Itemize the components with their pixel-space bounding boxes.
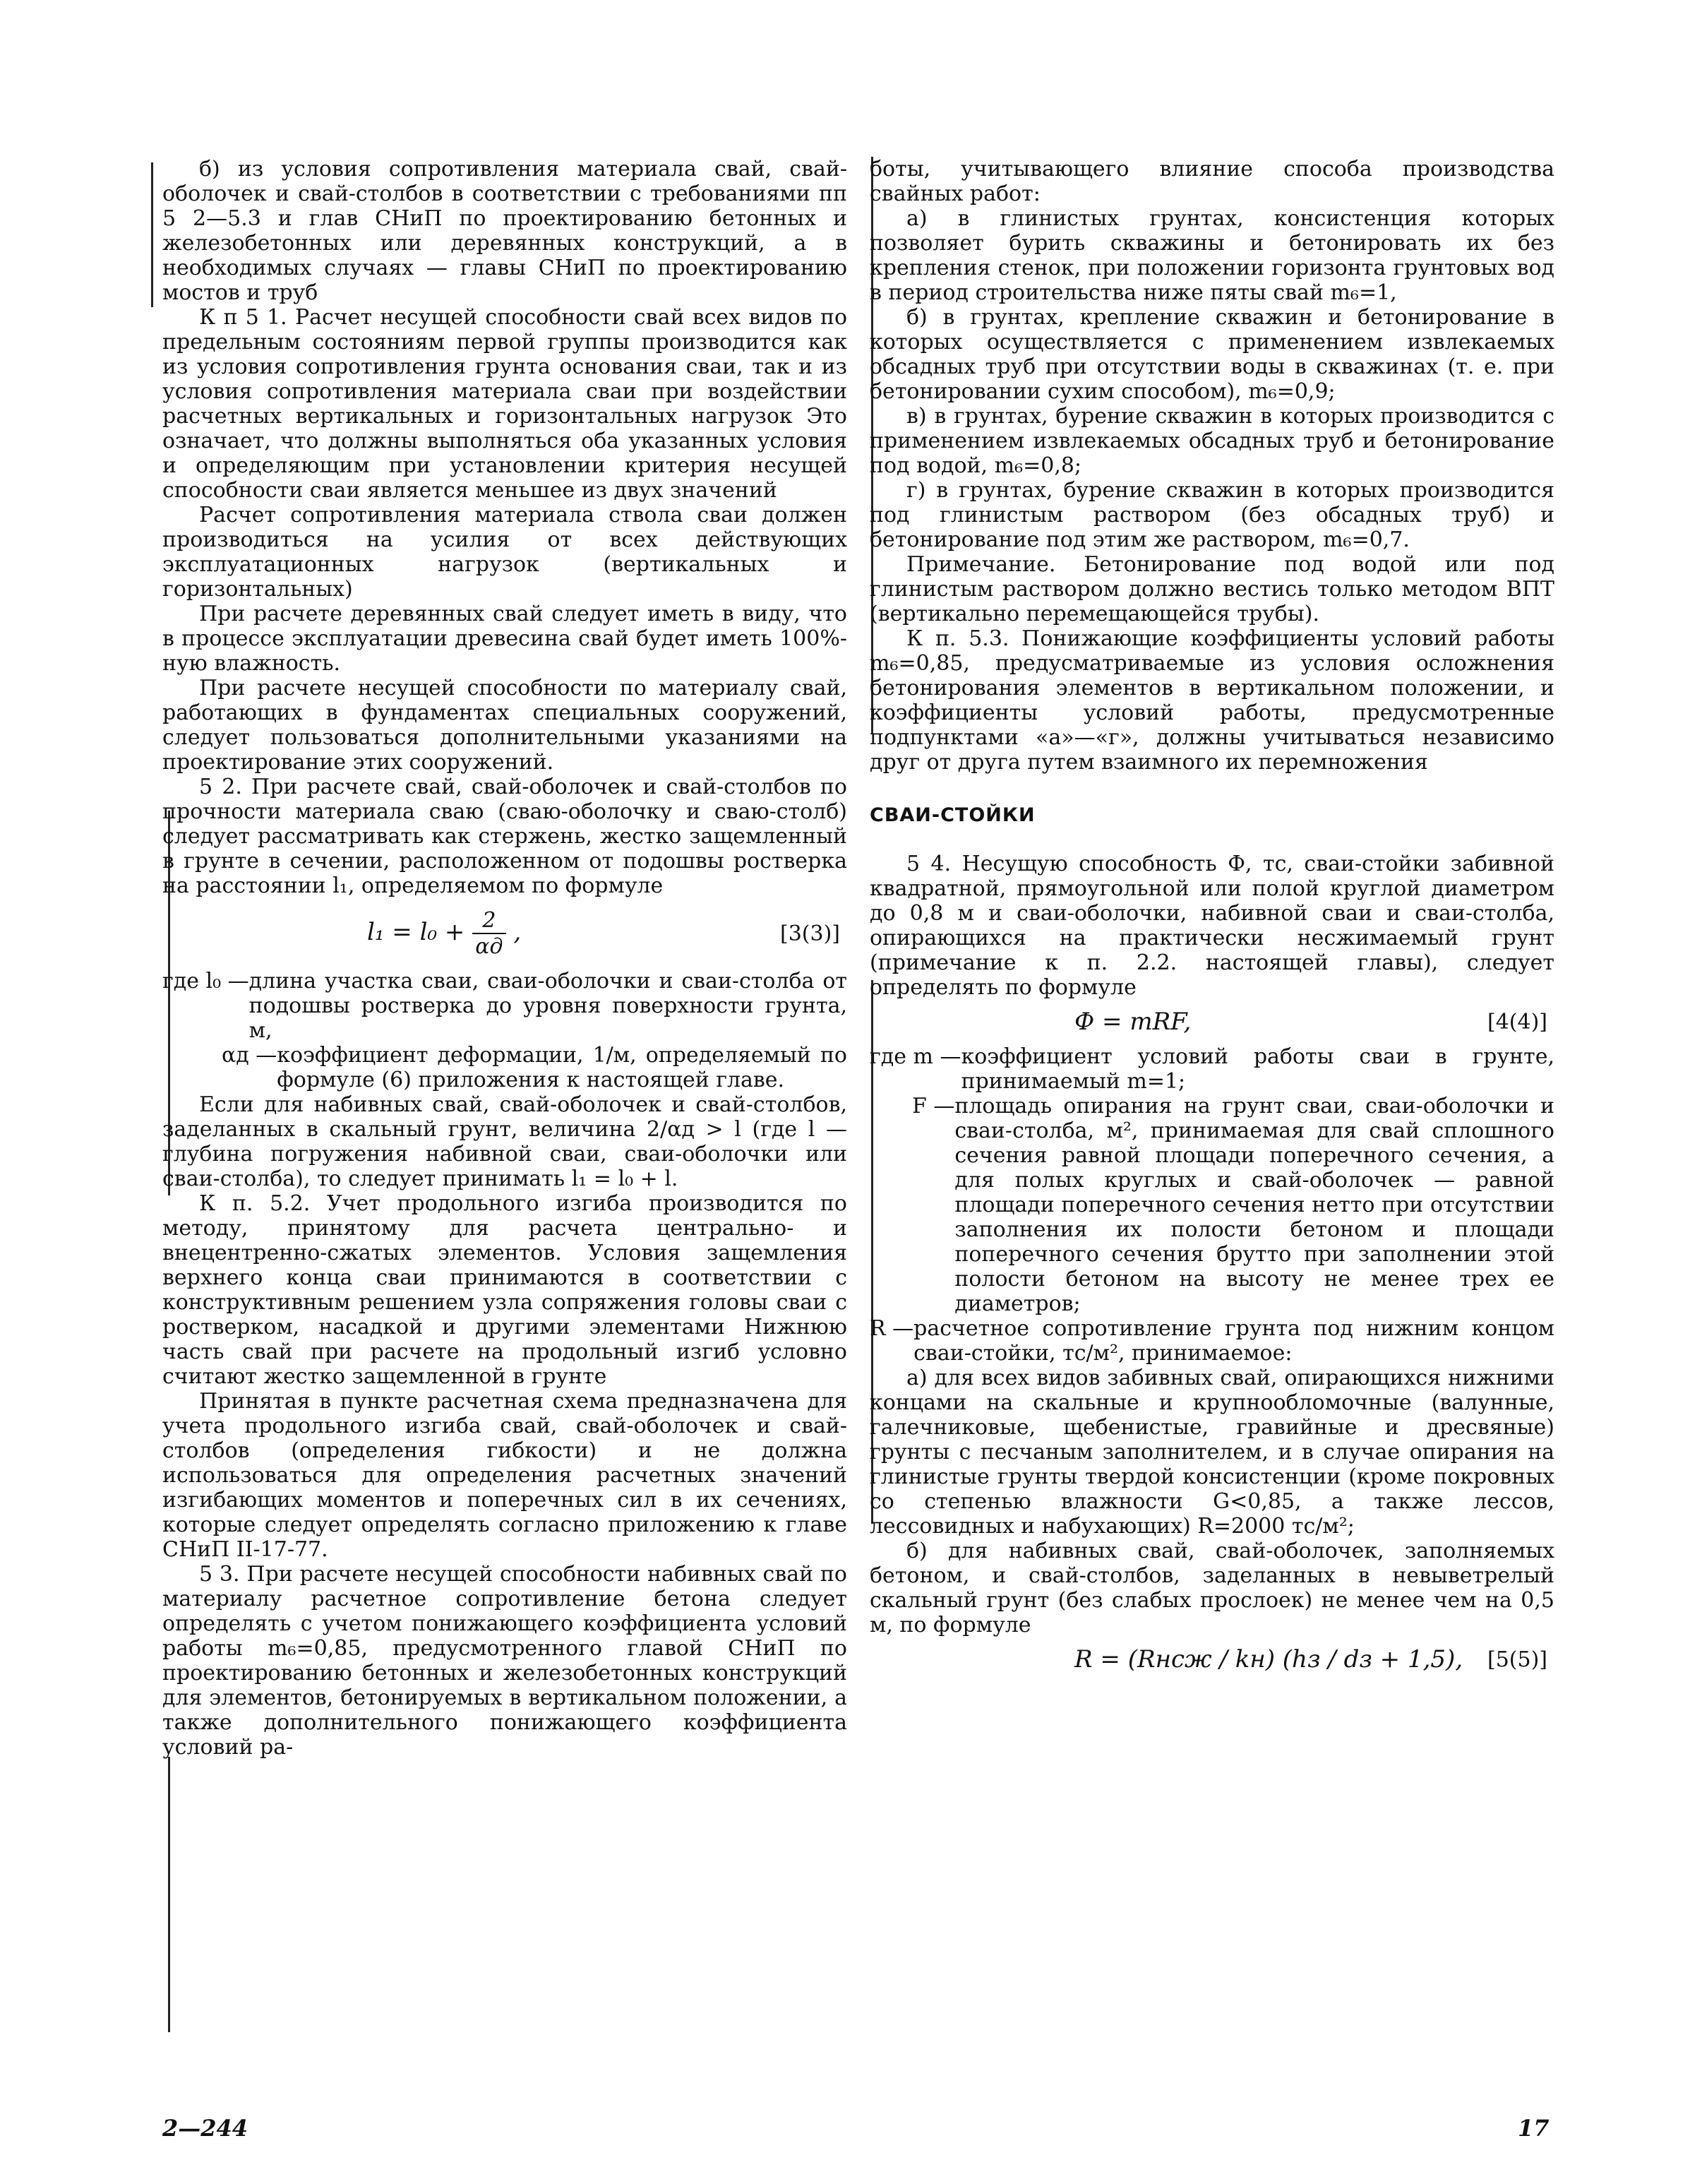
section-heading: СВАИ-СТОЙКИ [870,804,1036,826]
paragraph: б) из условия сопротивления материала свай, свай-оболочек и свай-столбов в соответствии с требованиями пп 5 2—5.3 и глав СНиП по проектированию бетонных и железобетонных или деревянных конструкций, а в необходимых случаях — главы СНиП по проектированию мостов и труб [162,157,847,305]
paragraph: Принятая в пункте расчетная схема предназначена для учета продольного изгиба свай, свай-оболочек и свай-столбов (определения гибкости) и не должна использоваться для определения расчетных значений изгибающих моментов и поперечных сил в их сечениях, которые следует определять согласно приложению к главе СНиП II-17-77. [162,1389,847,1562]
paragraph: б) для набивных свай, свай-оболочек, заполняемых бетоном, и свай-столбов, заделанных в невыветрелый скальный грунт (без слабых прослоек) не менее чем на 0,5 м, по формуле [870,1539,1554,1637]
formula-legend [870,1044,1554,1366]
fraction: $\frac{2}{\alpha д}$ [472,908,505,959]
legend-symbol: F — [912,1094,955,1118]
paragraph: в) в грунтах, бурение скважин в которых производится с применением извлекаемых обсадных труб и бетонирование под водой, m₆=0,8; [870,404,1554,478]
page-number: 17 [1518,2115,1550,2142]
paragraph: 5 3. При расчете несущей способности набивных свай по материалу расчетное сопротивление бетона следует определять с учетом понижающего коэффициента условий работы m₆=0,85, предусмотренного главой СНиП по проектированию бетонных и железобетонных конструкций для элементов, бетонируемых в вертикальном положении, а также дополнительного понижающего коэффициента условий ра- [162,1562,847,1760]
right-column [870,157,1554,1682]
legend-text: расчетное сопротивление грунта под нижним концом сваи-стойки, тс/м², принимаемое: [913,1316,1554,1366]
margin-bar-1 [151,162,153,307]
legend-symbol: где l₀ — [162,969,249,993]
legend-text: длина участка сваи, сваи-оболочки и сваи-столба от подошвы ростверка до уровня поверхности грунта, м, [248,969,847,1043]
paragraph: г) в грунтах, бурение скважин в которых производится под глинистым раствором (без обсадных труб) и бетонирование под этим же раствором, m₆=0,7. [870,478,1554,552]
formula-expression: l₁ = l₀ + $\frac{2}{\alpha д}$ , [367,908,522,959]
paragraph: К п. 5.2. Учет продольного изгиба производится по методу, принятому для расчета центрально- и внецентренно-сжатых элементов. Условия защемления верхнего конца сваи принимаются в соответствии с конструктивным решением узла сопряжения головы сваи с ростверком, насадкой и другими элементами Нижнюю часть свай при расчете на продольный изгиб условно считают жестко защемленной в грунте [162,1191,847,1389]
paragraph: При расчете несущей способности по материалу свай, работающих в фундаментах специальных сооружений, следует пользоваться дополнительными указаниями на проектирование этих сооружений. [162,676,847,775]
formula-legend [162,969,847,1092]
legend-symbol: R — [870,1316,914,1341]
formula-4 [870,1010,1554,1034]
paragraph: Расчет сопротивления материала ствола сваи должен производиться на усилия от всех действующих эксплуатационных нагрузок (вертикальных и горизонтальных) [162,503,847,602]
legend-text: коэффициент деформации, 1/м, определяемый по формуле (6) приложения к настоящей главе. [277,1043,847,1092]
paragraph: 5 2. При расчете свай, свай-оболочек и свай-столбов по прочности материала сваю (сваю-оболочку и сваю-столб) следует рассматривать как стержень, жестко защемленный в грунте в сечении, расположенном от подошвы ростверка на расстоянии l₁, определяемом по формуле [162,775,847,898]
paragraph: К п 5 1. Расчет несущей способности свай всех видов по предельным состояниям первой группы производится как из условия сопротивления грунта основания сваи, так и из условия сопротивления материала сваи при воздействии расчетных вертикальных и горизонтальных нагрузок Это означает, что должны выполняться оба указанных условия и определяющим при установлении критерия несущей способности сваи является меньшее из двух значений [162,305,847,503]
legend-symbol: αд — [222,1043,277,1068]
formula-5 [870,1647,1554,1672]
legend-text: площадь опирания на грунт сваи, сваи-оболочки и сваи-столба, м², принимаемая для свай сплошного сечения равной площади поперечного сечения, а для полых круглых и свай-оболочек — равной площади поперечного сечения нетто при отсутствии заполнения их полости бетоном и площади поперечного сечения брутто при заполнении этой полости бетоном на высоту не менее трех ее диаметров; [954,1094,1554,1316]
paragraph: К п. 5.3. Понижающие коэффициенты условий работы m₆=0,85, предусматриваемые из условия осложнения бетонирования элементов в вертикальном положении, и коэффициенты условий работы, предусмотренные подпунктами «а»—«г», должны учитываться независимо друг от друга путем взаимного их перемножения [870,626,1554,775]
left-column [162,157,847,1760]
legend-symbol: где m — [870,1044,961,1069]
paragraph: 5 4. Несущую способность Ф, тс, сваи-стойки забивной квадратной, прямоугольной или полой круглой диаметром до 0,8 м и сваи-оболочки, набивной сваи и сваи-столба, опирающихся на практически несжимаемый грунт (примечание к п. 2.2. настоящей главы), следует определять по формуле [870,852,1554,1000]
formula-3 [162,908,847,959]
page-code: 2—244 [162,2115,248,2142]
paragraph: При расчете деревянных свай следует иметь в виду, что в процессе эксплуатации древесина свай будет иметь 100%-ную влажность. [162,602,847,676]
note-paragraph: Примечание. Бетонирование под водой или под глинистым раствором должно вестись только методом ВПТ (вертикально перемещающейся трубы). [870,552,1554,626]
margin-bar-3 [168,1757,170,2032]
paragraph: а) в глинистых грунтах, консистенция которых позволяет бурить скважины и бетонировать их без крепления стенок, при положении горизонта грунтовых вод в период строительства ниже пяты свай m₆=1, [870,206,1554,305]
paragraph: боты, учитывающего влияние способа производства свайных работ: [870,157,1554,206]
legend-text: коэффициент условий работы сваи в грунте, принимаемый m=1; [961,1044,1554,1094]
formula-expression: R = (Rнсж / kн) (hз / dз + 1,5), [1074,1645,1463,1673]
formula-number: [4(4)] [1487,1010,1547,1034]
formula-number: [5(5)] [1487,1647,1547,1672]
formula-number: [3(3)] [780,921,840,946]
paragraph: а) для всех видов забивных свай, опирающихся нижними концами на скальные и крупнообломочные (валунные, галечниковые, щебенистые, гравийные и дресвяные) грунты с песчаным заполнителем, и в случае опирания на глинистые грунты твердой консистенции (кроме покровных со степенью влажности G<0,85, а также лессов, лессовидных и набухающих) R=2000 тс/м²; [870,1366,1554,1539]
paragraph: Если для набивных свай, свай-оболочек и свай-столбов, заделанных в скальный грунт, величина 2/αд > l (где l — глубина погружения набивной сваи, сваи-оболочки или сваи-столба), то следует принимать l₁ = l₀ + l. [162,1092,847,1191]
formula-expression: Ф = mRF, [1074,1008,1192,1036]
paragraph: б) в грунтах, крепление скважин и бетонирование в которых осуществляется с применением извлекаемых обсадных труб при отсутствии воды в скважинах (т. е. при бетонировании сухим способом), m₆=0,9; [870,305,1554,404]
